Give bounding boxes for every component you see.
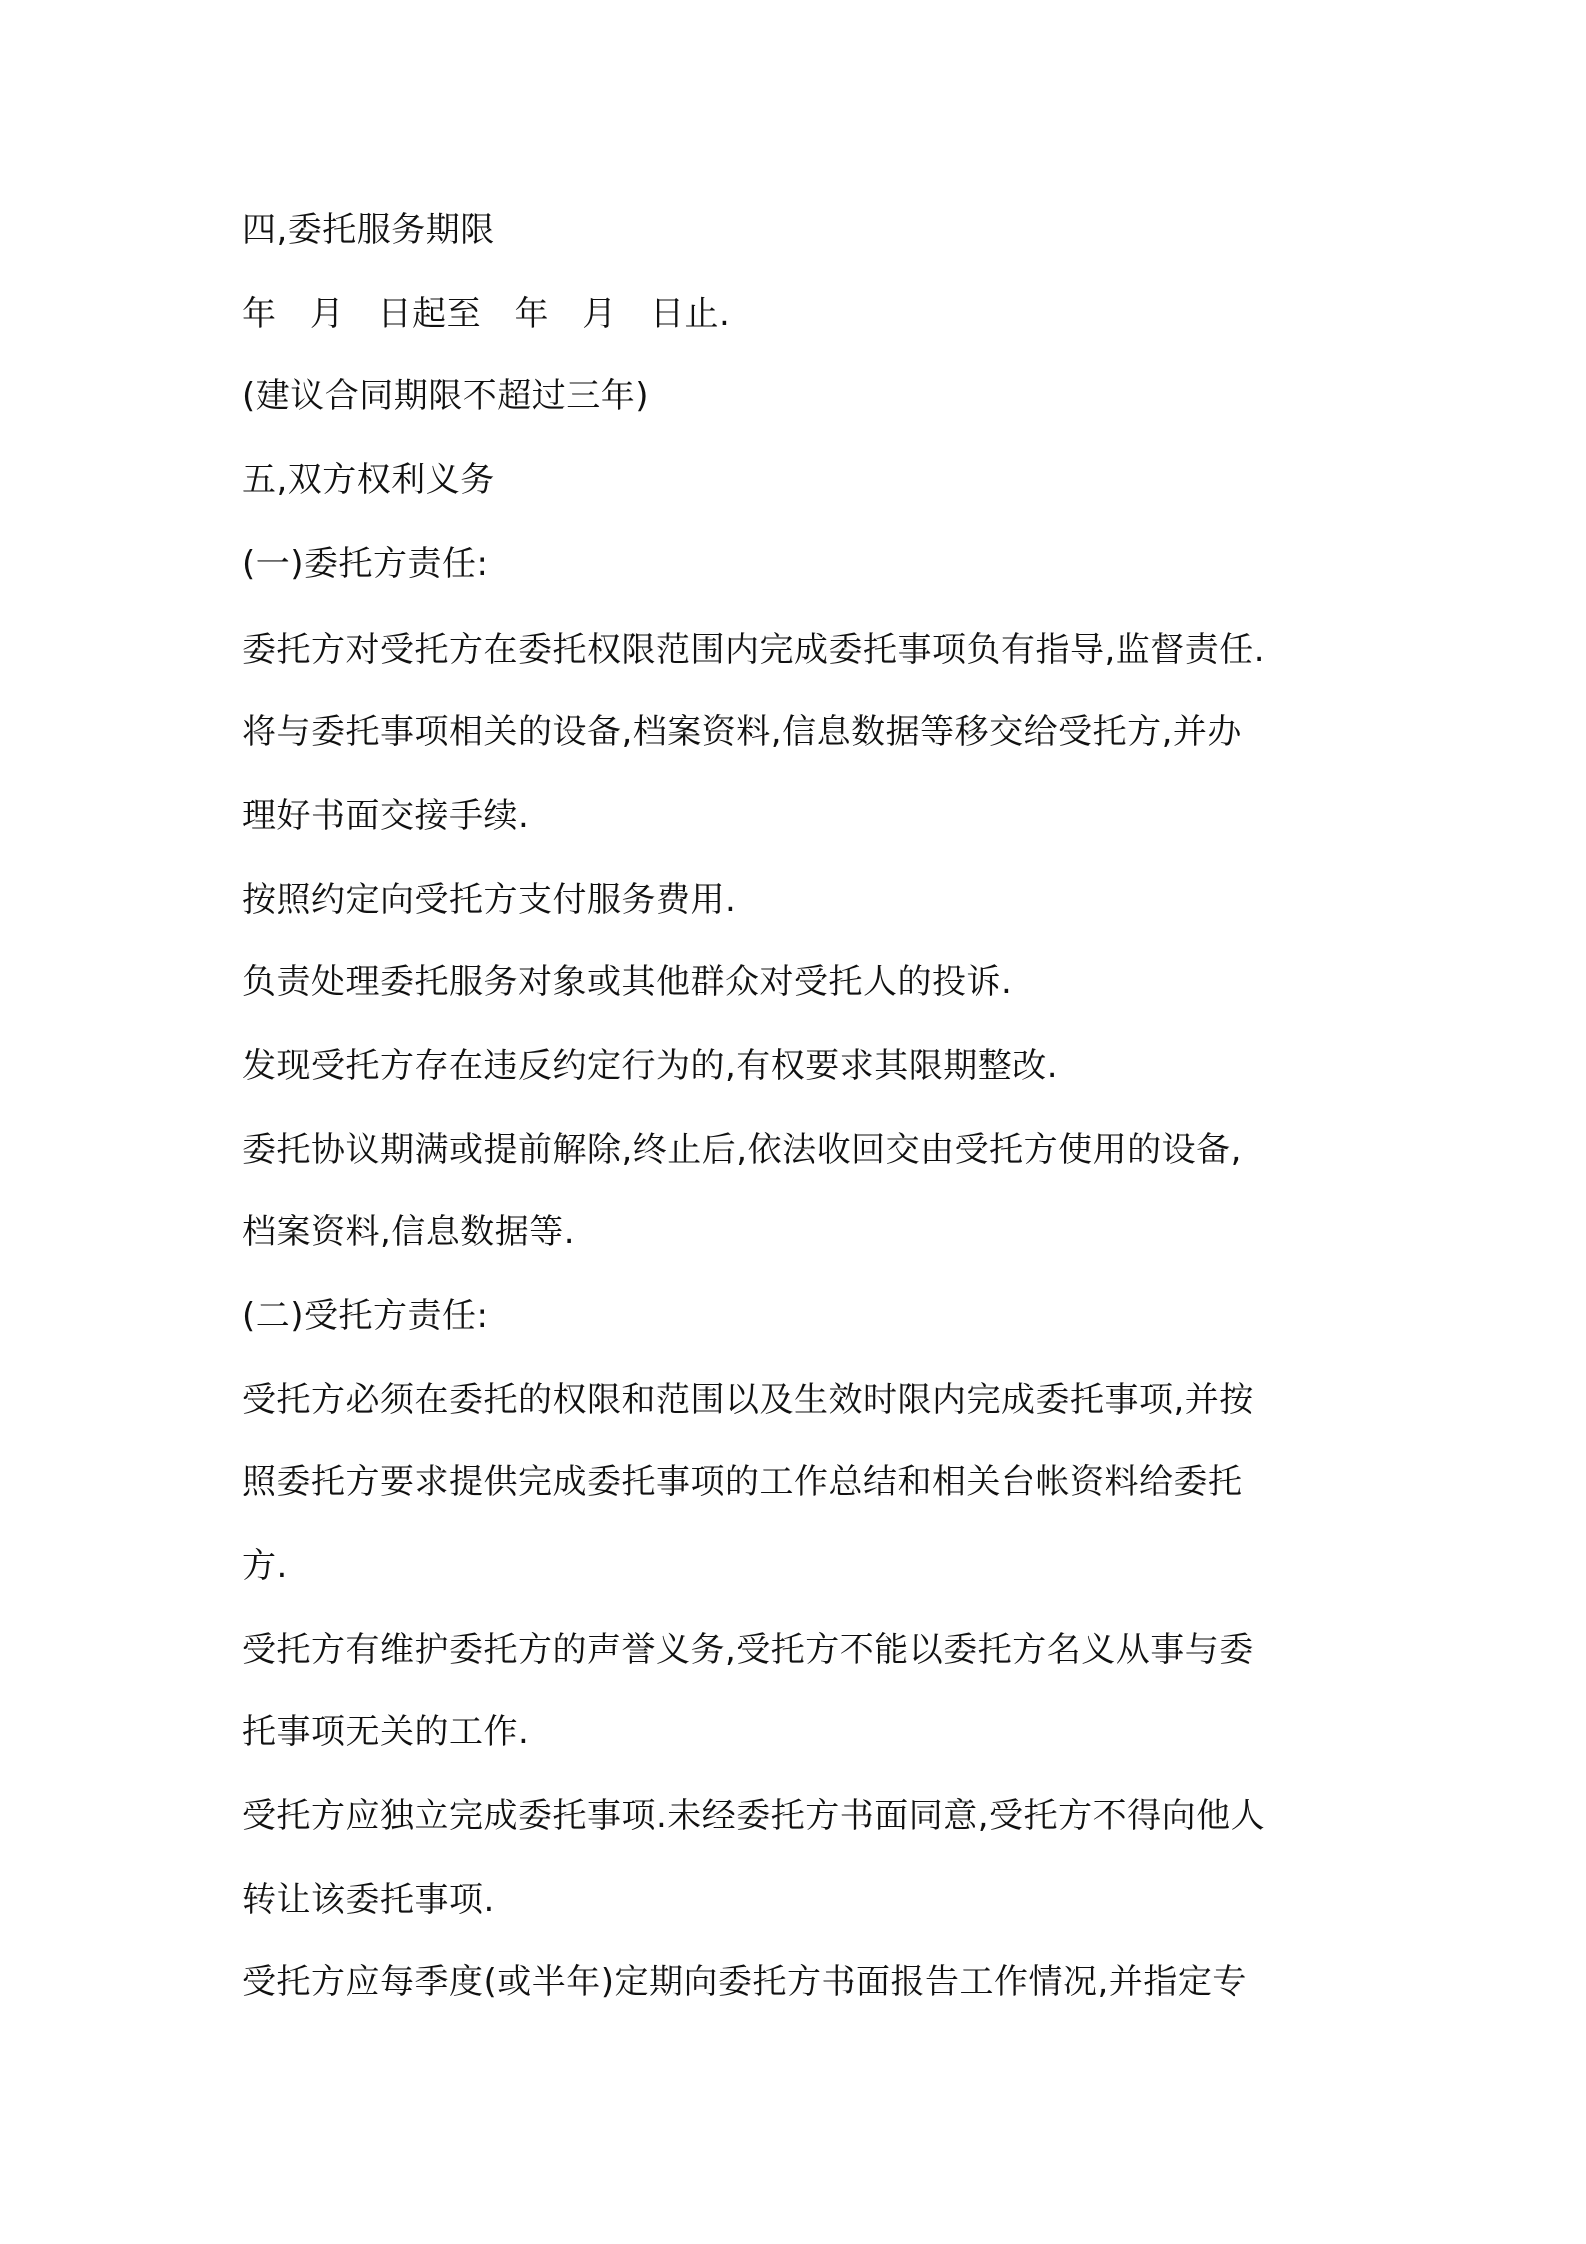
paragraph-line: 按照约定向受托方支付服务费用. bbox=[242, 880, 737, 920]
paragraph-line: 委托方对受托方在委托权限范围内完成委托事项负有指导,监督责任. bbox=[242, 630, 1266, 670]
section-heading-4: 四,委托服务期限 bbox=[242, 210, 495, 250]
paragraph-line: 受托方必须在委托的权限和范围以及生效时限内完成委托事项,并按 bbox=[242, 1380, 1254, 1420]
paragraph-line: 受托方应独立完成委托事项.未经委托方书面同意,受托方不得向他人 bbox=[242, 1796, 1266, 1836]
paragraph-line: 将与委托事项相关的设备,档案资料,信息数据等移交给受托方,并办 bbox=[242, 712, 1242, 752]
paragraph-line: 委托协议期满或提前解除,终止后,依法收回交由受托方使用的设备, bbox=[242, 1130, 1242, 1170]
paragraph-line: 照委托方要求提供完成委托事项的工作总结和相关台帐资料给委托 bbox=[242, 1462, 1243, 1502]
subsection-title-agent: (二)受托方责任: bbox=[242, 1296, 489, 1336]
paragraph-line: 理好书面交接手续. bbox=[242, 796, 530, 836]
date-month-start: 月 bbox=[309, 294, 345, 334]
section-heading-5: 五,双方权利义务 bbox=[242, 460, 495, 500]
paragraph-line: 托事项无关的工作. bbox=[242, 1712, 530, 1752]
paragraph-line: 发现受托方存在违反约定行为的,有权要求其限期整改. bbox=[242, 1046, 1059, 1086]
paragraph-line: 负责处理委托服务对象或其他群众对受托人的投诉. bbox=[242, 962, 1013, 1002]
term-note: (建议合同期限不超过三年) bbox=[242, 376, 650, 416]
subsection-title-principal: (一)委托方责任: bbox=[242, 544, 489, 584]
paragraph-line: 档案资料,信息数据等. bbox=[242, 1212, 576, 1252]
date-day-end: 日止. bbox=[650, 294, 731, 334]
date-year-start: 年 bbox=[242, 294, 277, 334]
paragraph-line: 受托方有维护委托方的声誉义务,受托方不能以委托方名义从事与委 bbox=[242, 1630, 1254, 1670]
service-date-range bbox=[242, 290, 730, 338]
paragraph-line: 受托方应每季度(或半年)定期向委托方书面报告工作情况,并指定专 bbox=[242, 1962, 1247, 2002]
date-day-start: 日起至 bbox=[377, 294, 482, 334]
date-year-end: 年 bbox=[514, 294, 549, 334]
paragraph-line: 转让该委托事项. bbox=[242, 1880, 495, 1920]
date-month-end: 月 bbox=[582, 294, 617, 334]
paragraph-line: 方. bbox=[242, 1546, 288, 1586]
